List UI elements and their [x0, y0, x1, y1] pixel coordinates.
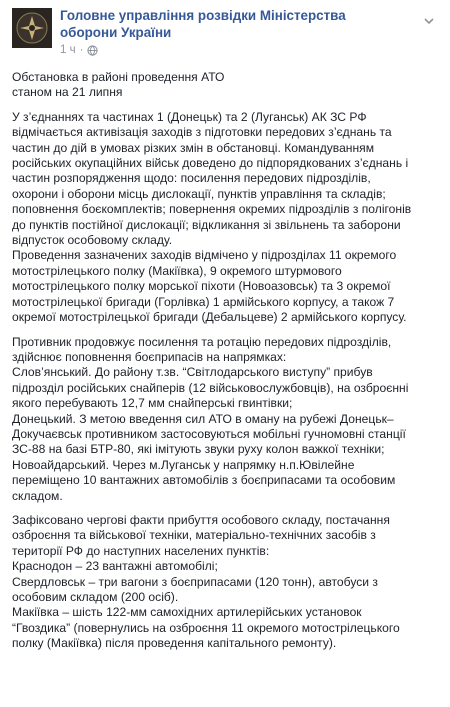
post-text-line: складом. [12, 488, 63, 503]
post-text-line: ЗС-88 на базі БТР-80, які імітують звуки руху колон важкої техніки; [12, 442, 385, 457]
post-text-line: поповнення боєкомплектів; повернення окремих підрозділів з полігонів [12, 202, 412, 217]
post-text-line: Противник продовжує посилення та ротацію передових підрозділів, [12, 334, 392, 349]
post-text-line: підрозділ російських снайперів (12 військовослужбовців), на озброєнні [12, 380, 409, 395]
page-name-link[interactable]: Головне управління розвідки Міністерства оборони України [60, 8, 346, 40]
post-text-line: мотострілецької бригади (Горлівка) 1 армійського корпусу, а також 7 [12, 294, 395, 309]
post-text-line: якого перебувають 12,7 мм снайперські гвинтівки; [12, 396, 293, 411]
post-text-line: полку (Макіївка) після проведення капітального ремонту). [12, 636, 337, 651]
post-header [12, 8, 438, 62]
post-text-line: російських окупаційних військ доведено до підпорядкованих з’єднань і [12, 156, 409, 171]
post-text-line: до пунктів постійної дислокації; відкликання зі звільнень та заборони [12, 217, 401, 232]
post-text-line: здійснює поповнення боєприпасів на напрямках: [12, 349, 287, 364]
gur-emblem-icon [15, 11, 49, 45]
post-text-line: станом на 21 липня [12, 85, 123, 100]
post-text-line: відмічається активізація заходів з підготовки передових з’єднань та [12, 125, 392, 140]
post-text-line: мотострілецького полку морської піхоти (Новоазовськ) та 3 окремої [12, 279, 391, 294]
post-meta: 1 ч · [60, 44, 98, 56]
post-paragraph [12, 110, 442, 326]
post-paragraph [12, 335, 442, 504]
post-text-line: відпусток особовому складу. [12, 233, 173, 248]
post-text-line: переміщено 10 вантажних автомобілів з боєприпасами та особовим [12, 473, 396, 488]
post-text-line: особовим складом (200 осіб). [12, 590, 179, 604]
post-text-line: окремої мотострілецької бригади (Дебальцеве) 2 армійського корпусу. [12, 310, 407, 325]
post-text-line: озброєння та військової техніки, матеріально-технічних засобів з [12, 528, 376, 543]
post-text-line: Новоайдарський. Через м.Луганськ у напрямку н.п.Ювілейне [12, 457, 355, 472]
post-text-line: Слов’янський. До району т.зв. “Світлодарського виступу” прибув [12, 365, 373, 380]
post-text-line: Макіївка – шість 122-мм самохідних артилерійських установок [12, 605, 362, 620]
post-paragraph [12, 70, 442, 101]
post-text-line: У з’єднаннях та частинах 1 (Донецьк) та 2 (Луганськ) АК ЗС РФ [12, 109, 367, 124]
post-text-line: Докучаєвськ противником застосовуються мобільні гучномовні станції [12, 426, 406, 441]
post-timestamp[interactable]: 1 ч [60, 44, 76, 56]
post-text-line: Краснодон – 23 вантажні автомобілі; [12, 559, 218, 574]
post-text-line: Зафіксовано чергові факти прибуття особового складу, постачання [12, 512, 390, 527]
post-text-line: частин до дій в умовах різких змін в обстановці. Командуванням [12, 140, 375, 155]
post-text-line: Свердловськ – три вагони з боєприпасами (120 тонн), автобуси з [12, 574, 378, 589]
post-text-line: “Гвоздика” (повернулись на озброєння 11 окремого мотострілецького [12, 620, 400, 635]
post-body [12, 70, 442, 661]
post-text-line: Донецький. З метою введення сил АТО в оману на рубежі Донецьк– [12, 411, 394, 426]
post-text-line: території РФ до наступних населених пунктів: [12, 543, 270, 558]
post-text-line: охорони і оборони місць дислокації, пунктів управління та складів; [12, 186, 386, 201]
post-text-line: Обстановка в районі проведення АТО [12, 70, 225, 84]
chevron-down-icon[interactable] [422, 14, 436, 28]
post-text-line: Проведення зазначених заходів відмічено у підрозділах 11 окремого [12, 248, 397, 263]
post-text-line: частин розпорядження щодо: посилення передових підрозділів, [12, 171, 371, 186]
post-text-line: мотострілецького полку (Макіївка), 9 окремого штурмового [12, 263, 342, 278]
globe-icon [87, 45, 98, 56]
post-paragraph [12, 513, 442, 652]
page-avatar[interactable] [12, 8, 52, 48]
